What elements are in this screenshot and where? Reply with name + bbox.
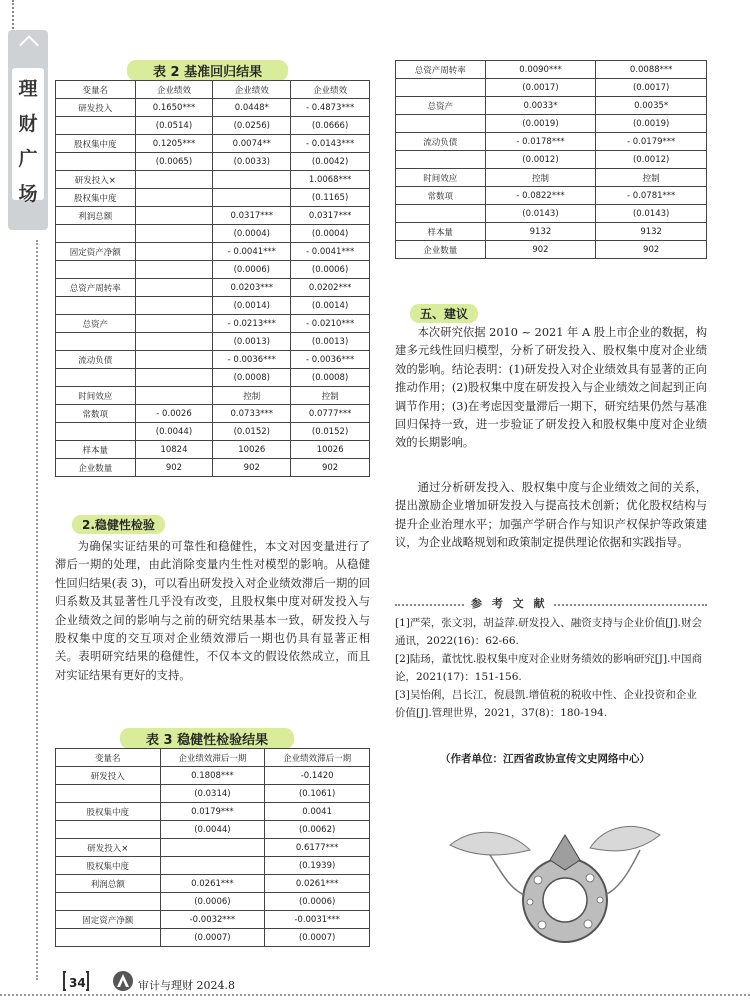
table-cell: 控制 (596, 169, 707, 187)
ribbon-right (590, 826, 660, 850)
table-cell: - 0.0781*** (596, 187, 707, 205)
table-cell: (0.0014) (291, 297, 370, 315)
table-row (56, 459, 370, 477)
table-cell: 0.6177*** (265, 839, 370, 857)
references-heading: 参 考 文 献 (465, 595, 554, 611)
table-cell: 0.0088*** (596, 61, 707, 79)
table-cell: (0.0044) (135, 423, 213, 441)
table-cell: - 0.0178*** (485, 133, 596, 151)
table-row (56, 261, 370, 279)
table-cell: (0.0143) (596, 205, 707, 223)
table-cell: (0.0256) (213, 117, 291, 135)
table-cell (56, 369, 136, 387)
table-header-cell: 变量名 (56, 81, 136, 99)
reference-item: [2]陆玚，董忱忱.股权集中度对企业财务绩效的影响研究[J].中国商论，2021(17)：151-156. (395, 653, 702, 683)
table-row (56, 279, 370, 297)
column-title: 理 财 广 场 (18, 78, 38, 205)
table-cell (135, 369, 213, 387)
table-cell: (0.0006) (291, 261, 370, 279)
table-cell: 固定资产净额 (56, 911, 161, 929)
table-cell (396, 115, 486, 133)
table-cell (160, 857, 265, 875)
table-row (396, 97, 707, 115)
table-cell: (0.1939) (265, 857, 370, 875)
table-cell: (0.0006) (213, 261, 291, 279)
table-cell: (0.0007) (160, 929, 265, 947)
ribbon-left (450, 832, 530, 855)
table-cell: -0.1420 (265, 767, 370, 785)
journal-name: 审计与理财 2024.8 (138, 979, 235, 992)
table-cell: (0.0042) (291, 153, 370, 171)
advice-paragraph-2: 通过分析研发投入、股权集中度与企业绩效之间的关系，提出激励企业增加研发投入与提高技术创新；优化股权结构与提升企业治理水平；加强产学研合作与知识产权保护等政策建议，为企业战略规划和政策制定提供理论依据和实践指导。 (395, 481, 707, 550)
table-cell: 时间效应 (56, 387, 136, 405)
table-cell (160, 839, 265, 857)
table-row (396, 205, 707, 223)
table-row (56, 405, 370, 423)
table-cell: (0.0017) (485, 79, 596, 97)
table-header-cell: 变量名 (56, 749, 161, 767)
table-cell: 902 (596, 241, 707, 259)
section-heading-robustness: 2.稳健性检验 (72, 515, 165, 534)
table-cell (56, 893, 161, 911)
table-cell (135, 387, 213, 405)
table-cell: (0.0013) (291, 333, 370, 351)
table-cell: 利润总额 (56, 207, 136, 225)
table-row (56, 351, 370, 369)
column-tab (8, 30, 48, 230)
table-header-row (56, 749, 370, 767)
table-row (396, 223, 707, 241)
table3-caption: 表 3 稳健性检验结果 (120, 728, 294, 749)
table-cell: 流动负债 (396, 133, 486, 151)
table-row (56, 189, 370, 207)
table-cell: 902 (485, 241, 596, 259)
table-row (56, 423, 370, 441)
robustness-paragraph: 为确保实证结果的可靠性和稳健性，本文对因变量进行了滞后一期的处理，由此消除变量内生性对模型的影响。从稳健性回归结果(表 3)，可以看出研发投入对企业绩效滞后一期的回归系数及其显著性几乎没有改变，且股权集中度对研发投入与企业绩效之间的影响与之前的研究结果基本一致，研发投入与股权集中度的交互项对企业绩效滞后一期也仍具有显著正相关。表明研究结果的稳健性，不仅本文的假设依然成立，而且对实证结果有更好的支持。 (55, 540, 370, 682)
table-cell: 股权集中度 (56, 189, 136, 207)
table-row (56, 225, 370, 243)
table-cell: 时间效应 (396, 169, 486, 187)
table-cell: 控制 (485, 169, 596, 187)
table-cell: 0.1205*** (135, 135, 213, 153)
table-cell (135, 279, 213, 297)
table-cell: 0.0733*** (213, 405, 291, 423)
table-cell: 0.0261*** (265, 875, 370, 893)
table-cell (56, 225, 136, 243)
table-cell (56, 117, 136, 135)
table-cell: - 0.0036*** (291, 351, 370, 369)
author-affiliation: （作者单位：江西省政协宣传文史网络中心） (440, 753, 650, 765)
table-cell: 10026 (291, 441, 370, 459)
table-cell: (0.0019) (596, 115, 707, 133)
table3-continued (395, 60, 707, 259)
table-cell: 股权集中度 (56, 803, 161, 821)
table-row (56, 171, 370, 189)
table-cell (135, 261, 213, 279)
table-cell: 样本量 (396, 223, 486, 241)
table-cell: - 0.0041*** (291, 243, 370, 261)
table-row (56, 117, 370, 135)
table-cell: 0.0261*** (160, 875, 265, 893)
table-cell: 0.0041 (265, 803, 370, 821)
table-row (56, 387, 370, 405)
table-row (56, 803, 370, 821)
table-cell: 0.1650*** (135, 99, 213, 117)
tab-arrow-icon (19, 35, 39, 55)
table-cell: 企业数量 (56, 459, 136, 477)
table-cell: (0.0062) (265, 821, 370, 839)
table-cell: 总资产 (56, 315, 136, 333)
table-cell: 控制 (213, 387, 291, 405)
table-cell: 10824 (135, 441, 213, 459)
table-row (396, 115, 707, 133)
table-cell: 0.0777*** (291, 405, 370, 423)
table2 (55, 80, 370, 477)
table-cell: 总资产周转率 (396, 61, 486, 79)
table-cell: (0.1061) (265, 785, 370, 803)
reference-item: [3]吴怡俐，吕长江，倪晨凯.增值税的税收中性、企业投资和企业价值[J].管理世界，2021，37(8)：180-194. (395, 689, 697, 719)
table-cell: (0.0014) (213, 297, 291, 315)
table-cell (135, 297, 213, 315)
table-cell: (0.0006) (265, 893, 370, 911)
table-row (396, 151, 707, 169)
table-cell: 研发投入× (56, 171, 136, 189)
table-cell (135, 243, 213, 261)
table-cell: 0.0203*** (213, 279, 291, 297)
table-row (56, 297, 370, 315)
table-cell (56, 929, 161, 947)
table-cell: (0.0152) (213, 423, 291, 441)
table-cell: 控制 (291, 387, 370, 405)
table-cell: 0.0179*** (160, 803, 265, 821)
table-row (56, 929, 370, 947)
table-cell: (0.0008) (291, 369, 370, 387)
table-row (56, 153, 370, 171)
table-row (396, 169, 707, 187)
table-row (56, 315, 370, 333)
table-row (396, 241, 707, 259)
table-cell (135, 333, 213, 351)
table-cell: 常数项 (396, 187, 486, 205)
table-cell (56, 821, 161, 839)
table-cell: - 0.0041*** (213, 243, 291, 261)
table-cell: -0.0031*** (265, 911, 370, 929)
table-row (56, 821, 370, 839)
table-cell: 1.0068*** (291, 171, 370, 189)
table-header-cell: 企业绩效 (213, 81, 291, 99)
table-cell: - 0.0822*** (485, 187, 596, 205)
table2-caption: 表 2 基准回归结果 (127, 60, 288, 81)
table-cell: -0.0032*** (160, 911, 265, 929)
table-cell: (0.0004) (291, 225, 370, 243)
table-cell: 0.0074** (213, 135, 291, 153)
table-cell: (0.0314) (160, 785, 265, 803)
table-cell: 固定资产净额 (56, 243, 136, 261)
table-row (56, 911, 370, 929)
table-row (56, 369, 370, 387)
table-cell: (0.0017) (596, 79, 707, 97)
table-cell: (0.0012) (485, 151, 596, 169)
table-cell: 9132 (596, 223, 707, 241)
table-cell (135, 189, 213, 207)
table-cell (213, 189, 291, 207)
left-dotted-rule (36, 240, 38, 980)
table-header-cell: 企业绩效滞后一期 (160, 749, 265, 767)
table-row (396, 133, 707, 151)
table-cell (56, 423, 136, 441)
table-row (56, 135, 370, 153)
table-row (396, 61, 707, 79)
table-header-cell: 企业绩效滞后一期 (265, 749, 370, 767)
table-cell: 0.0033* (485, 97, 596, 115)
table-row (56, 243, 370, 261)
table-cell: 902 (135, 459, 213, 477)
table-cell: - 0.0213*** (213, 315, 291, 333)
table-cell: 股权集中度 (56, 135, 136, 153)
table-cell (56, 785, 161, 803)
table-cell: 流动负债 (56, 351, 136, 369)
table-cell: 总资产周转率 (56, 279, 136, 297)
table-cell: 股权集中度 (56, 857, 161, 875)
table-cell (56, 261, 136, 279)
table-cell: - 0.0143*** (291, 135, 370, 153)
table-cell: 研发投入× (56, 839, 161, 857)
wreath-hole (543, 878, 587, 922)
table-row (56, 99, 370, 117)
table-cell (213, 171, 291, 189)
bottom-dotted-rule (0, 994, 750, 996)
table-cell (135, 171, 213, 189)
table-cell: 0.1808*** (160, 767, 265, 785)
table-cell: (0.0013) (213, 333, 291, 351)
table-cell: 总资产 (396, 97, 486, 115)
table-cell: (0.0007) (265, 929, 370, 947)
table-cell: 利润总额 (56, 875, 161, 893)
table-cell: 研发投入 (56, 767, 161, 785)
table-header-row (56, 81, 370, 99)
table-cell: (0.0666) (291, 117, 370, 135)
section-heading-advice: 五、建议 (410, 304, 478, 323)
table-row (56, 333, 370, 351)
table-cell (396, 205, 486, 223)
table-row (56, 875, 370, 893)
page-number: 34 (69, 976, 86, 990)
table-header-cell: 企业绩效 (291, 81, 370, 99)
table3 (55, 748, 370, 947)
advice-paragraph-1: 本次研究依据 2010 ~ 2021 年 A 股上市企业的数据，构建多元线性回归模型，分析了研发投入、股权集中度对企业绩效的影响。结论表明：(1)研发投入对企业绩效具有显著的正向推动作用；(2)股权集中度在研发投入与企业绩效之间起到正向调节作用；(3)在考虑因变量滞后一期下，研究结果仍然与基准回归保持一致，进一步验证了研发投入和股权集中度对企业绩效的长期影响。 (395, 326, 707, 450)
table-row (56, 441, 370, 459)
reference-item: [1]严荣，张文羽，胡益萍.研发投入、融资支持与企业价值[J].财会通讯，2022(16)：62-66. (395, 617, 702, 647)
table-cell: 常数项 (56, 405, 136, 423)
table-cell (396, 151, 486, 169)
table-header-cell: 企业绩效 (135, 81, 213, 99)
table-cell: (0.0033) (213, 153, 291, 171)
table-cell: (0.0143) (485, 205, 596, 223)
journal-logo-icon (112, 970, 134, 992)
table-cell: (0.0019) (485, 115, 596, 133)
table-cell: (0.0065) (135, 153, 213, 171)
table-cell (56, 297, 136, 315)
wreath-illustration (430, 800, 680, 950)
table-row (396, 79, 707, 97)
table-cell (135, 315, 213, 333)
table-cell: (0.0044) (160, 821, 265, 839)
table-cell: 研发投入 (56, 99, 136, 117)
references-list (395, 614, 707, 722)
table-cell: 0.0035* (596, 97, 707, 115)
table-cell: (0.0514) (135, 117, 213, 135)
table-row (56, 839, 370, 857)
table-cell (396, 79, 486, 97)
table-row (56, 857, 370, 875)
table-row (56, 207, 370, 225)
table-cell (135, 207, 213, 225)
table-cell: (0.0152) (291, 423, 370, 441)
table-cell (135, 225, 213, 243)
table-cell: 0.0317*** (291, 207, 370, 225)
table-cell (135, 351, 213, 369)
table-cell: - 0.0179*** (596, 133, 707, 151)
table-cell: 10026 (213, 441, 291, 459)
table-cell: 0.0202*** (291, 279, 370, 297)
table-cell (56, 153, 136, 171)
table-cell: 0.0448* (213, 99, 291, 117)
table-row (56, 785, 370, 803)
table-cell: 0.0090*** (485, 61, 596, 79)
table-cell: 样本量 (56, 441, 136, 459)
table-cell: 902 (291, 459, 370, 477)
table-cell: 9132 (485, 223, 596, 241)
table-row (56, 767, 370, 785)
table-cell: - 0.0210*** (291, 315, 370, 333)
table-cell: (0.0012) (596, 151, 707, 169)
table-cell: (0.0004) (213, 225, 291, 243)
table-cell: 0.0317*** (213, 207, 291, 225)
table-row (56, 893, 370, 911)
table-cell: 902 (213, 459, 291, 477)
table-cell: - 0.0026 (135, 405, 213, 423)
table-cell (56, 333, 136, 351)
table-cell: 企业数量 (396, 241, 486, 259)
table-row (396, 187, 707, 205)
table-cell: - 0.4873*** (291, 99, 370, 117)
table-cell: (0.0008) (213, 369, 291, 387)
table-cell: (0.1165) (291, 189, 370, 207)
table-cell: - 0.0036*** (213, 351, 291, 369)
table-cell: (0.0006) (160, 893, 265, 911)
